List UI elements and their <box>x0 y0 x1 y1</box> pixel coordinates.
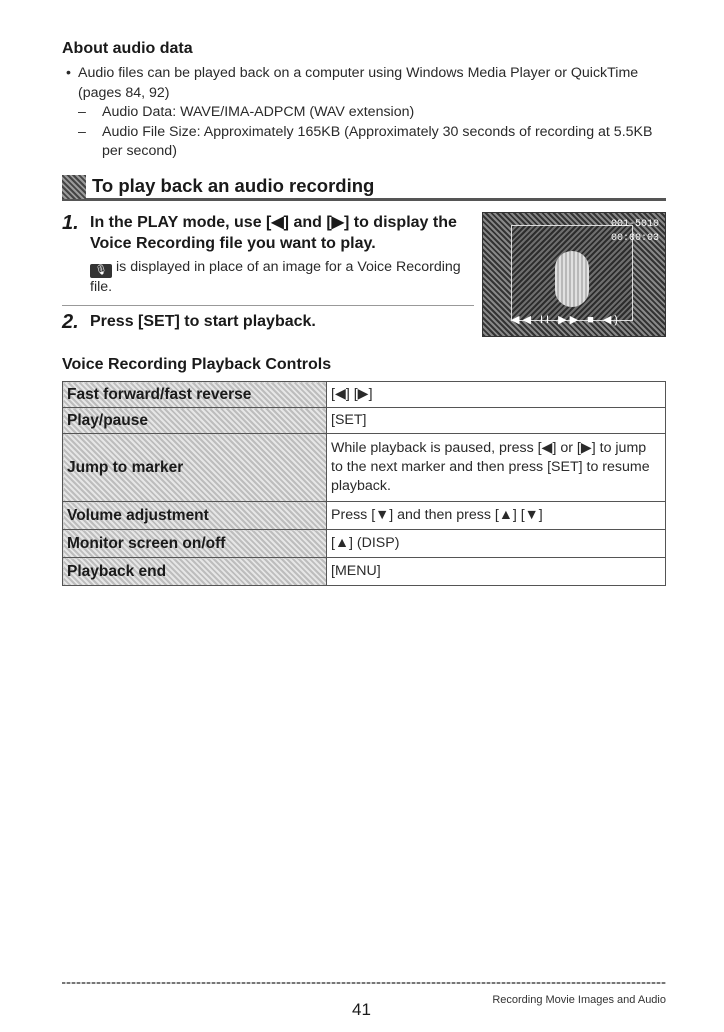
about-bullet: • Audio files can be played back on a computer using Windows Media Player or QuickTime (pages 84, 92) <box>66 64 676 103</box>
playback-time: 00:00:03 <box>610 233 659 244</box>
control-action: While playback is paused, press [◀] or [▶] to jump to the next marker and then press [SET] to resume playback. <box>327 434 666 502</box>
control-label: Fast forward/fast reverse <box>63 382 327 408</box>
control-label: Jump to marker <box>63 434 327 502</box>
step-title: In the PLAY mode, use [◀] and [▶] to display the Voice Recording file you want to play. <box>90 214 457 252</box>
section-marker-icon <box>62 175 86 199</box>
table-row <box>63 434 666 502</box>
control-label: Monitor screen on/off <box>63 530 327 558</box>
step-note-text: is displayed in place of an image for a Voice Recording file. <box>90 259 461 295</box>
step-number: 1. <box>62 212 79 234</box>
about-audio-data-item: – Audio Data: WAVE/IMA-ADPCM (WAV extension) <box>66 103 676 123</box>
camera-screen-illustration <box>482 212 666 337</box>
step-1 <box>62 212 474 297</box>
step-number: 2. <box>62 311 79 333</box>
voice-recording-icon: 🎙 <box>90 264 112 278</box>
table-row <box>63 502 666 530</box>
footer-rule <box>62 982 666 984</box>
about-audio-list <box>66 64 676 162</box>
section-title: To play back an audio recording <box>92 175 375 196</box>
step-title: Press [SET] to start playback. <box>90 313 316 330</box>
control-action: [▲] (DISP) <box>327 530 666 558</box>
control-action: [SET] <box>327 408 666 434</box>
file-number: 001-5010 <box>610 219 659 230</box>
control-action: [◀] [▶] <box>327 382 666 408</box>
controls-heading: Voice Recording Playback Controls <box>62 356 332 373</box>
section-header <box>62 173 666 201</box>
control-label: Playback end <box>63 558 327 586</box>
microphone-icon <box>555 251 589 307</box>
about-audio-heading: About audio data <box>62 40 193 57</box>
step-divider <box>62 305 474 306</box>
playback-control-icons: ◀◀ II ▶▶ ■ ◀) <box>511 314 621 326</box>
step-note <box>90 258 474 297</box>
about-audio-size-item: – Audio File Size: Approximately 165KB (Approximately 30 seconds of recording at 5.5KB per second) <box>66 123 676 162</box>
table-row <box>63 558 666 586</box>
table-row <box>63 382 666 408</box>
footer-section-name: Recording Movie Images and Audio <box>492 994 666 1006</box>
control-label: Volume adjustment <box>63 502 327 530</box>
table-row <box>63 408 666 434</box>
playback-controls-table <box>62 381 666 586</box>
control-action: Press [▼] and then press [▲] [▼] <box>327 502 666 530</box>
control-action: [MENU] <box>327 558 666 586</box>
page-number: 41 <box>352 1000 371 1019</box>
table-row <box>63 530 666 558</box>
step-2 <box>62 311 474 332</box>
control-label: Play/pause <box>63 408 327 434</box>
